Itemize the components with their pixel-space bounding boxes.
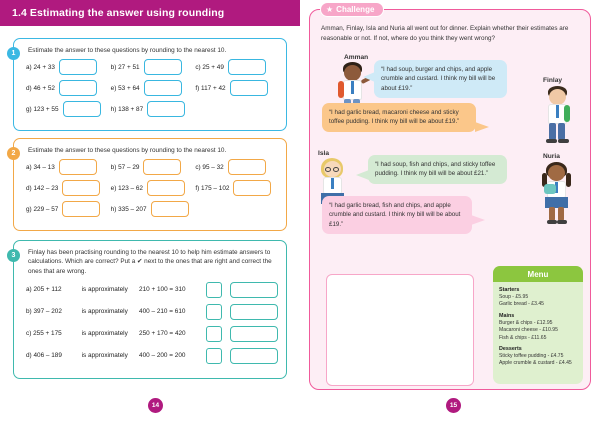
correction-input[interactable] [230,304,278,320]
question-label: d) 142 – 23 [26,184,59,192]
question-item [26,180,111,196]
answer-input[interactable] [63,101,101,117]
question-label: b) 57 – 29 [110,163,140,171]
menu-item: Garlic bread - £3.45 [499,301,545,308]
menu-item: Sticky toffee pudding - £4.75 [499,352,564,359]
answer-input[interactable] [59,80,97,96]
leg-left [549,123,556,140]
exercise-2-number: 2 [7,147,20,160]
exercise-1-number: 1 [7,47,20,60]
menu-item: Fish & chips - £11.65 [499,334,547,341]
tick-input[interactable] [206,304,222,320]
approx-label: is approximately [81,286,128,294]
answer-input[interactable] [230,80,268,96]
approx-label: is approximately [81,308,128,316]
chapter-header [0,0,300,26]
question-label: h) 138 + 87 [110,105,144,113]
question-item [111,201,196,217]
answer-input[interactable] [144,59,182,75]
answer-input[interactable] [143,159,181,175]
estimate-expression: 250 + 170 = 420 [139,330,186,338]
correction-input[interactable] [230,282,278,298]
shoe-left [547,220,557,224]
question-label: c) 95 – 32 [195,163,224,171]
answer-input[interactable] [59,159,97,175]
exercise-3-number: 3 [7,249,20,262]
question-label: g) 123 + 55 [26,105,59,113]
correction-input[interactable] [230,326,278,342]
book [544,184,556,194]
question-label: a) 34 – 13 [26,163,55,171]
tie [331,178,334,189]
table-row [26,282,278,298]
question-item [111,180,196,196]
question-label: a) 24 + 33 [26,63,55,71]
answer-input[interactable] [228,159,266,175]
calculation-label: c) 255 + 175 [26,330,62,338]
answer-input[interactable] [144,80,182,96]
correction-input[interactable] [230,348,278,364]
question-item [195,159,280,175]
exercise-3-rows [14,280,286,378]
exercise-2-questions [14,159,286,230]
answer-writing-area[interactable] [326,274,474,386]
question-label: f) 175 – 102 [195,184,230,192]
question-item [195,180,280,196]
character-name-finlay: Finlay [543,77,563,84]
head [548,165,565,181]
tick-input[interactable] [206,326,222,342]
question-item [26,101,111,117]
estimate-expression: 210 + 100 = 310 [139,286,186,294]
table-row [26,348,278,364]
question-label: b) 27 + 51 [110,63,140,71]
calculation-label: b) 397 – 202 [26,308,62,316]
table-row [26,326,278,342]
tie [351,81,354,94]
question-label: g) 229 – 57 [26,205,59,213]
speech-tail-finlay [475,122,489,132]
answer-input[interactable] [233,180,271,196]
exercise-2-box [13,138,287,231]
answer-input[interactable] [62,180,100,196]
backpack-strap [338,81,344,98]
question-label: h) 335 – 207 [110,205,147,213]
menu-title: Menu [493,266,583,282]
exercise-2-instruction: Estimate the answer to these questions by rounding to the nearest 10. [28,147,227,154]
backpack [564,105,570,122]
glasses-left [325,167,331,172]
character-name-amman: Amman [344,54,369,61]
tick-input[interactable] [206,282,222,298]
shoe-left [546,139,557,143]
menu-section-title: Starters [499,287,520,293]
shoe-right [557,220,567,224]
menu-item: Apple crumble & custard - £4.45 [499,360,572,367]
challenge-intro: Amman, Finlay, Isla and Nuria all went out for dinner. Explain whether their estimates are reasonable or not. If not, where do you think they went wrong? [321,25,569,42]
approx-label: is approximately [81,352,128,360]
question-item [111,80,196,96]
calculation-label: a) 205 + 112 [26,286,62,294]
answer-input[interactable] [62,201,100,217]
answer-input[interactable] [59,59,97,75]
leg-right [558,207,564,221]
question-item [26,201,111,217]
tie [556,105,559,118]
exercise-3-box [13,240,287,379]
braid-right [566,173,571,187]
right-page [300,0,600,423]
challenge-panel [309,4,591,390]
exercise-1-questions [14,59,286,130]
answer-input[interactable] [151,201,189,217]
answer-input[interactable] [147,101,185,117]
exercise-1-box [13,38,287,131]
challenge-tag [320,2,384,17]
page-number-right: 15 [446,398,461,413]
question-item [26,159,111,175]
exercise-3-instruction: Finlay has been practising rounding to the nearest 10 to help him estimate answers to calculations. Which are correct? Put a ✔ next to the ones that are right and correct the ones that are wrong. [28,249,272,275]
approx-label: is approximately [81,330,128,338]
menu-item: Macaroni cheese - £10.95 [499,327,558,334]
estimate-expression: 400 – 210 = 610 [139,308,186,316]
question-item [195,59,280,75]
speech-bubble-finlay: “I had garlic bread, macaroni cheese and sticky toffee pudding. I think my bill will be about £19.” [322,103,476,132]
speech-tail-nuria [471,215,485,225]
skirt [545,197,568,208]
calculation-label: d) 406 – 189 [26,352,62,360]
tick-input[interactable] [206,348,222,364]
question-label: f) 117 + 42 [195,84,226,92]
speech-bubble-nuria: “I had garlic bread, fish and chips, and apple crumble and custard. I think my bill will be about £19.” [322,196,472,234]
answer-input[interactable] [228,59,266,75]
speech-bubble-isla: “I had soup, fish and chips, and sticky toffee pudding. I think my bill will be about £21.” [368,155,507,184]
question-label: e) 53 + 64 [110,84,140,92]
menu-item: Burger & chips - £12.95 [499,319,553,326]
head [549,89,566,105]
estimate-expression: 400 – 200 = 200 [139,352,186,360]
menu-section-title: Mains [499,312,515,319]
challenge-label: Challenge [336,5,375,14]
question-label: e) 123 – 62 [110,184,143,192]
leg-right [558,123,565,140]
menu-body [493,282,583,373]
exercise-1-instruction: Estimate the answer to these questions by rounding to the nearest 10. [28,47,227,54]
speech-tail-amman [363,72,375,82]
character-illustration-nuria [536,162,580,228]
answer-input[interactable] [147,180,185,196]
question-item [111,159,196,175]
shoe-right [558,139,569,143]
question-label: c) 25 + 49 [195,63,224,71]
question-label: d) 46 + 52 [26,84,55,92]
question-item [111,59,196,75]
star-icon: ★ [326,4,334,14]
character-name-nuria: Nuria [543,153,560,160]
leg-left [549,207,555,221]
menu-item: Soup - £5.95 [499,294,529,300]
speech-bubble-amman: “I had soup, burger and chips, and apple crumble and custard. I think my bill will be about £19.” [374,60,507,98]
head [344,65,361,81]
menu-section-title: Desserts [499,345,522,352]
question-item [26,59,111,75]
menu-card [493,266,583,384]
table-row [26,304,278,320]
speech-tail-isla [356,170,369,180]
page-title: 1.4 Estimating the answer using rounding [12,7,225,19]
page-number-left: 14 [148,398,163,413]
character-name-isla: Isla [318,150,329,157]
glasses-right [333,167,339,172]
question-item [26,80,111,96]
character-illustration-finlay [537,86,579,150]
question-item [195,80,280,96]
question-item [111,101,196,117]
